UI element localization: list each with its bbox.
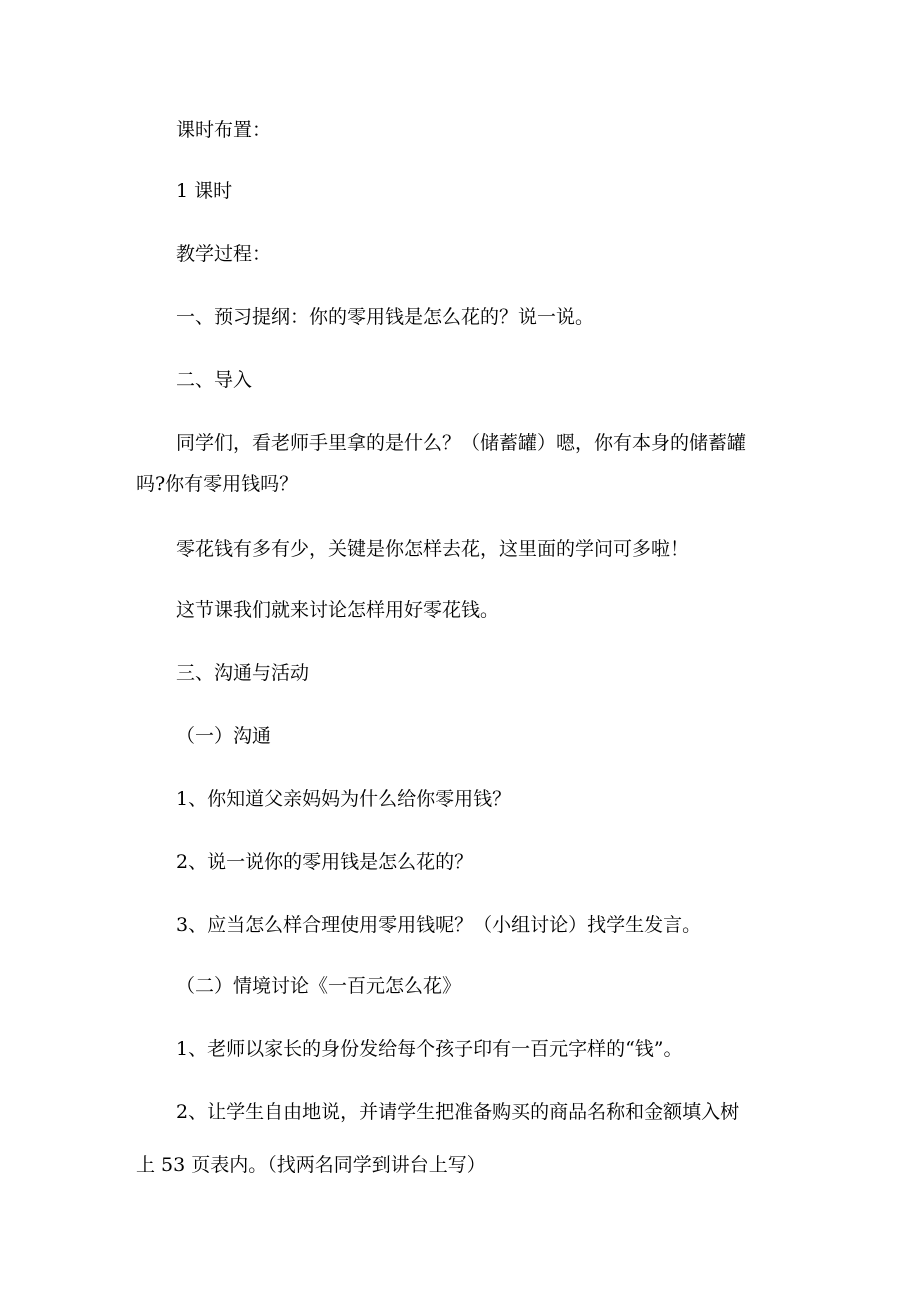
line-intro-paragraph-2: 零花钱有多有少，关键是你怎样去花，这里面的学问可多啦！	[176, 538, 690, 560]
line-scenario-step-2-continued: 上 53 页表内。（找两名同学到讲台上写）	[136, 1154, 486, 1176]
line-question-3: 3、应当怎么样合理使用零用钱呢？（小组讨论）找学生发言。	[176, 914, 702, 936]
line-section-introduction: 二、导入	[176, 369, 253, 391]
line-subsection-communication: （一）沟通	[176, 725, 272, 747]
line-section-preview: 一、预习提纲：你的零用钱是怎么花的？说一说。	[176, 306, 595, 328]
line-scenario-step-2: 2、让学生自由地说，并请学生把准备购买的商品名称和金额填入树	[176, 1101, 740, 1123]
line-one-lesson: 1 课时	[176, 180, 233, 202]
line-schedule-heading: 课时布置：	[176, 119, 272, 141]
line-intro-paragraph-1: 同学们，看老师手里拿的是什么？（储蓄罐）嗯，你有本身的储蓄罐	[176, 432, 747, 454]
line-subsection-scenario: （二）情境讨论《一百元怎么花》	[176, 975, 462, 997]
line-question-2: 2、说一说你的零用钱是怎么花的？	[176, 851, 474, 873]
line-question-1: 1、你知道父亲妈妈为什么给你零用钱？	[176, 788, 512, 810]
line-scenario-step-1: 1、老师以家长的身份发给每个孩子印有一百元字样的“钱”。	[176, 1038, 683, 1060]
line-intro-paragraph-3: 这节课我们就来讨论怎样用好零花钱。	[176, 599, 500, 621]
line-intro-paragraph-1-continued: 吗?你有零用钱吗？	[136, 473, 299, 495]
line-section-communication-activity: 三、沟通与活动	[176, 662, 310, 684]
line-teaching-process-heading: 教学过程：	[176, 243, 272, 265]
